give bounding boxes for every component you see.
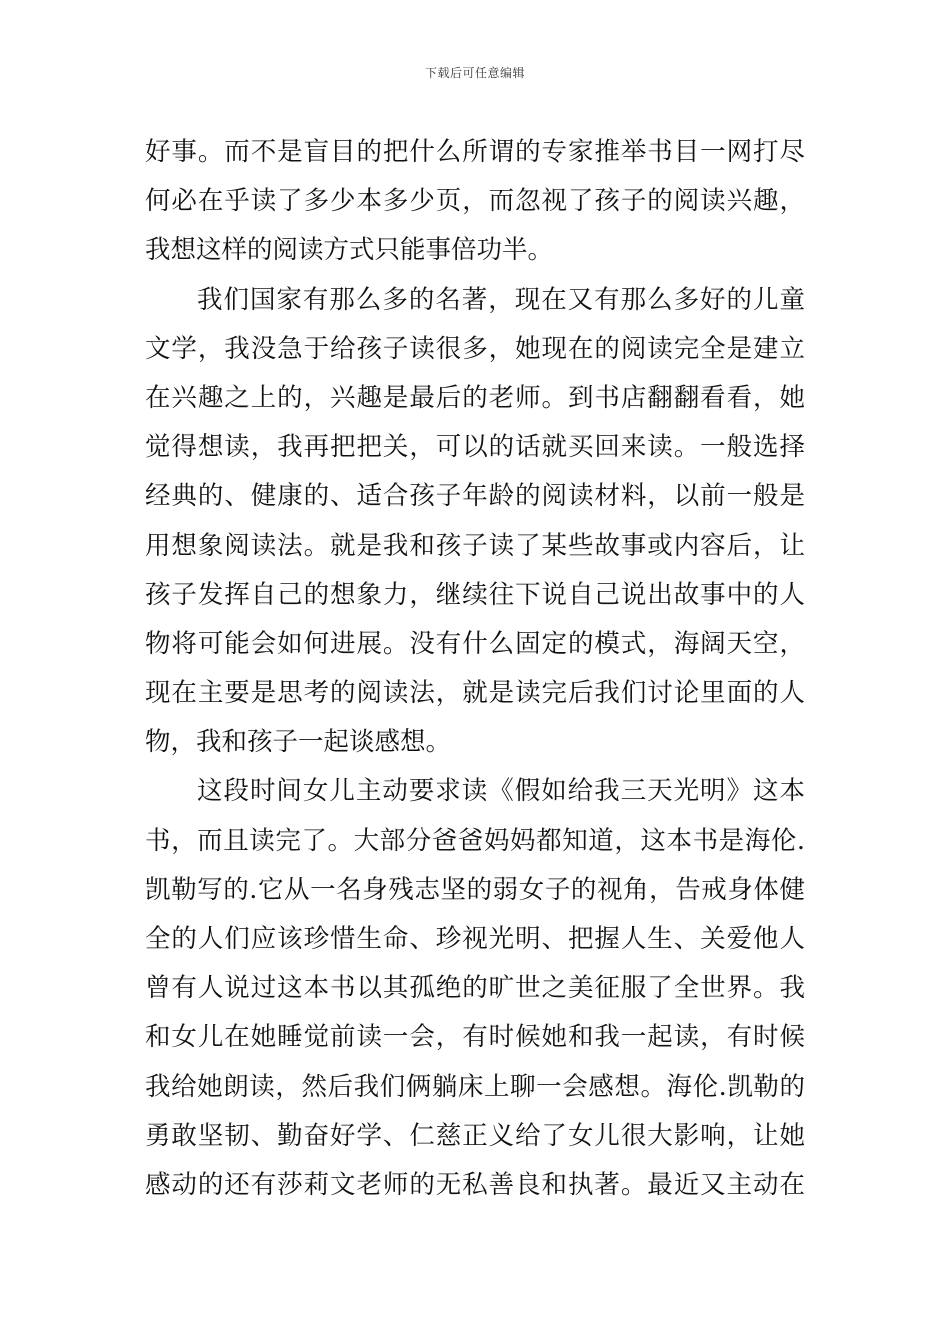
text-line: 和女儿在她睡觉前读一会，有时候她和我一起读，有时候 xyxy=(145,1022,805,1053)
text-line: 好事。而不是盲目的把什么所谓的专家推举书目一网打尽 xyxy=(145,137,805,167)
page-header: 下载后可任意编辑 xyxy=(424,66,525,80)
text-line: 物，我和孩子一起谈感想。 xyxy=(145,727,452,758)
text-line: 何必在乎读了多少本多少页，而忽视了孩子的阅读兴趣， xyxy=(145,186,805,217)
text-line: 经典的、健康的、适合孩子年龄的阅读材料，以前一般是 xyxy=(145,481,805,512)
text-line: 在兴趣之上的，兴趣是最后的老师。到书店翻翻看看，她 xyxy=(145,382,805,413)
text-line: 用想象阅读法。就是我和孩子读了某些故事或内容后，让 xyxy=(145,530,805,561)
paragraph-2 xyxy=(145,276,805,768)
paragraph-1 xyxy=(145,128,805,276)
text-line: 我想这样的阅读方式只能事倍功半。 xyxy=(145,235,554,266)
text-line: 文学，我没急于给孩子读很多，她现在的阅读完全是建立 xyxy=(145,333,805,364)
text-line: 感动的还有莎莉文老师的无私善良和执著。最近又主动在 xyxy=(145,1169,805,1200)
text-line: 这段时间女儿主动要求读《假如给我三天光明》这本 xyxy=(197,776,805,807)
document-body xyxy=(145,128,805,1210)
text-line: 曾有人说过这本书以其孤绝的旷世之美征服了全世界。我 xyxy=(145,973,805,1004)
text-line: 勇敢坚韧、勤奋好学、仁慈正义给了女儿很大影响，让她 xyxy=(145,1120,805,1151)
text-line: 我们国家有那么多的名著，现在又有那么多好的儿童 xyxy=(197,284,805,315)
paragraph-3 xyxy=(145,767,805,1210)
text-line: 书，而且读完了。大部分爸爸妈妈都知道，这本书是海伦. xyxy=(145,825,805,856)
text-line: 凯勒写的.它从一名身残志坚的弱女子的视角，告戒身体健 xyxy=(145,874,805,905)
text-line: 物将可能会如何进展。没有什么固定的模式，海阔天空， xyxy=(145,628,805,659)
text-line: 孩子发挥自己的想象力，继续往下说自己说出故事中的人 xyxy=(145,579,805,610)
text-line: 觉得想读，我再把把关，可以的话就买回来读。一般选择 xyxy=(145,432,805,463)
text-line: 全的人们应该珍惜生命、珍视光明、把握人生、关爱他人 xyxy=(145,924,805,954)
text-line: 我给她朗读，然后我们俩躺床上聊一会感想。海伦.凯勒的 xyxy=(145,1071,805,1102)
text-line: 现在主要是思考的阅读法，就是读完后我们讨论里面的人 xyxy=(145,678,805,709)
